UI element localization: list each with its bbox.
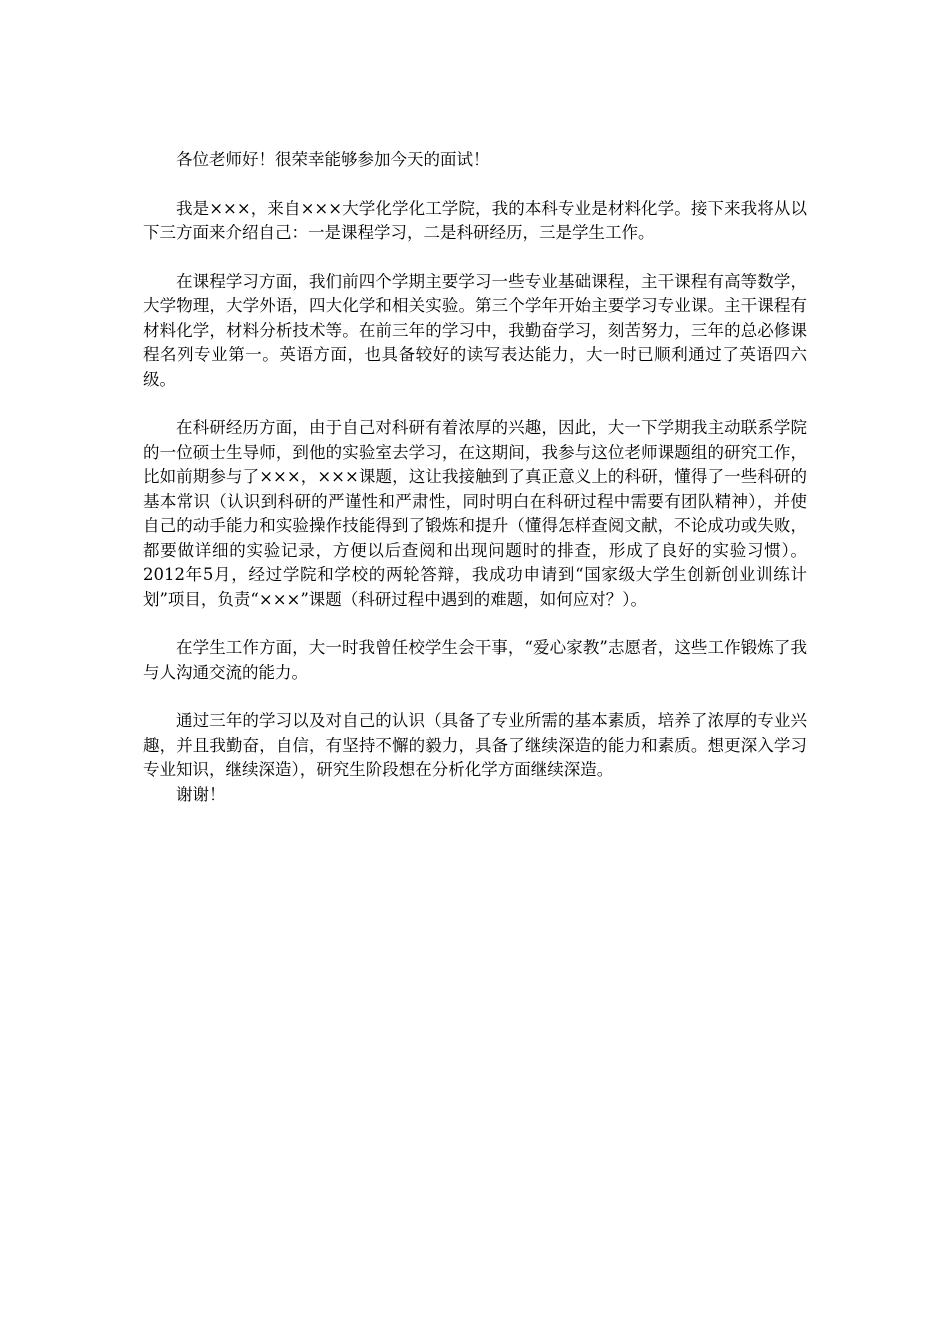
student-work-paragraph: 在学生工作方面，大一时我曾任校学生会干事，“爱心家教”志愿者，这些工作锻炼了我与人沟通交流的能力。 [143,638,807,682]
thanks-paragraph: 谢谢！ [176,784,226,804]
introduction-paragraph: 我是×××，来自×××大学化学化工学院，我的本科专业是材料化学。接下来我将从以下三方面来介绍自己：一是课程学习，二是科研经历，三是学生工作。 [143,198,807,242]
greeting-paragraph: 各位老师好！很荣幸能够参加今天的面试！ [176,150,490,169]
coursework-paragraph: 在课程学习方面，我们前四个学期主要学习一些专业基础课程，主干课程有高等数学，大学物理，大学外语，四大化学和相关实验。第三个学年开始主要学习专业课。主干课程有材料化学，材料分析技术等。在前三年的学习中，我勤奋学习，刻苦努力，三年的总必修课程名列专业第一。英语方面，也具备较好的读写表达能力，大一时已顺利通过了英语四六级。 [143,271,807,389]
summary-paragraph: 通过三年的学习以及对自己的认识（具备了专业所需的基本素质，培养了浓厚的专业兴趣，并且我勤奋，自信，有坚持不懈的毅力，具备了继续深造的能力和素质。想更深入学习专业知识，继续深造），研究生阶段想在分析化学方面继续深造。 [143,711,807,779]
document-body [143,148,807,807]
research-paragraph: 在科研经历方面，由于自己对科研有着浓厚的兴趣，因此，大一下学期我主动联系学院的一位硕士生导师，到他的实验室去学习，在这期间，我参与这位老师课题组的研究工作，比如前期参与了×××，×××课题，这让我接触到了真正意义上的科研，懂得了一些科研的基本常识（认识到科研的严谨性和严肃性，同时明白在科研过程中需要有团队精神），并使自己的动手能力和实验操作技能得到了锻炼和提升（懂得怎样查阅文献，不论成功或失败，都要做详细的实验记录，方便以后查阅和出现问题时的排查，形成了良好的实验习惯）。2012年5月，经过学院和学校的两轮答辩，我成功申请到“国家级大学生创新创业训练计划”项目，负责“×××”课题（科研过程中遇到的难题，如何应对？）。 [143,418,807,609]
